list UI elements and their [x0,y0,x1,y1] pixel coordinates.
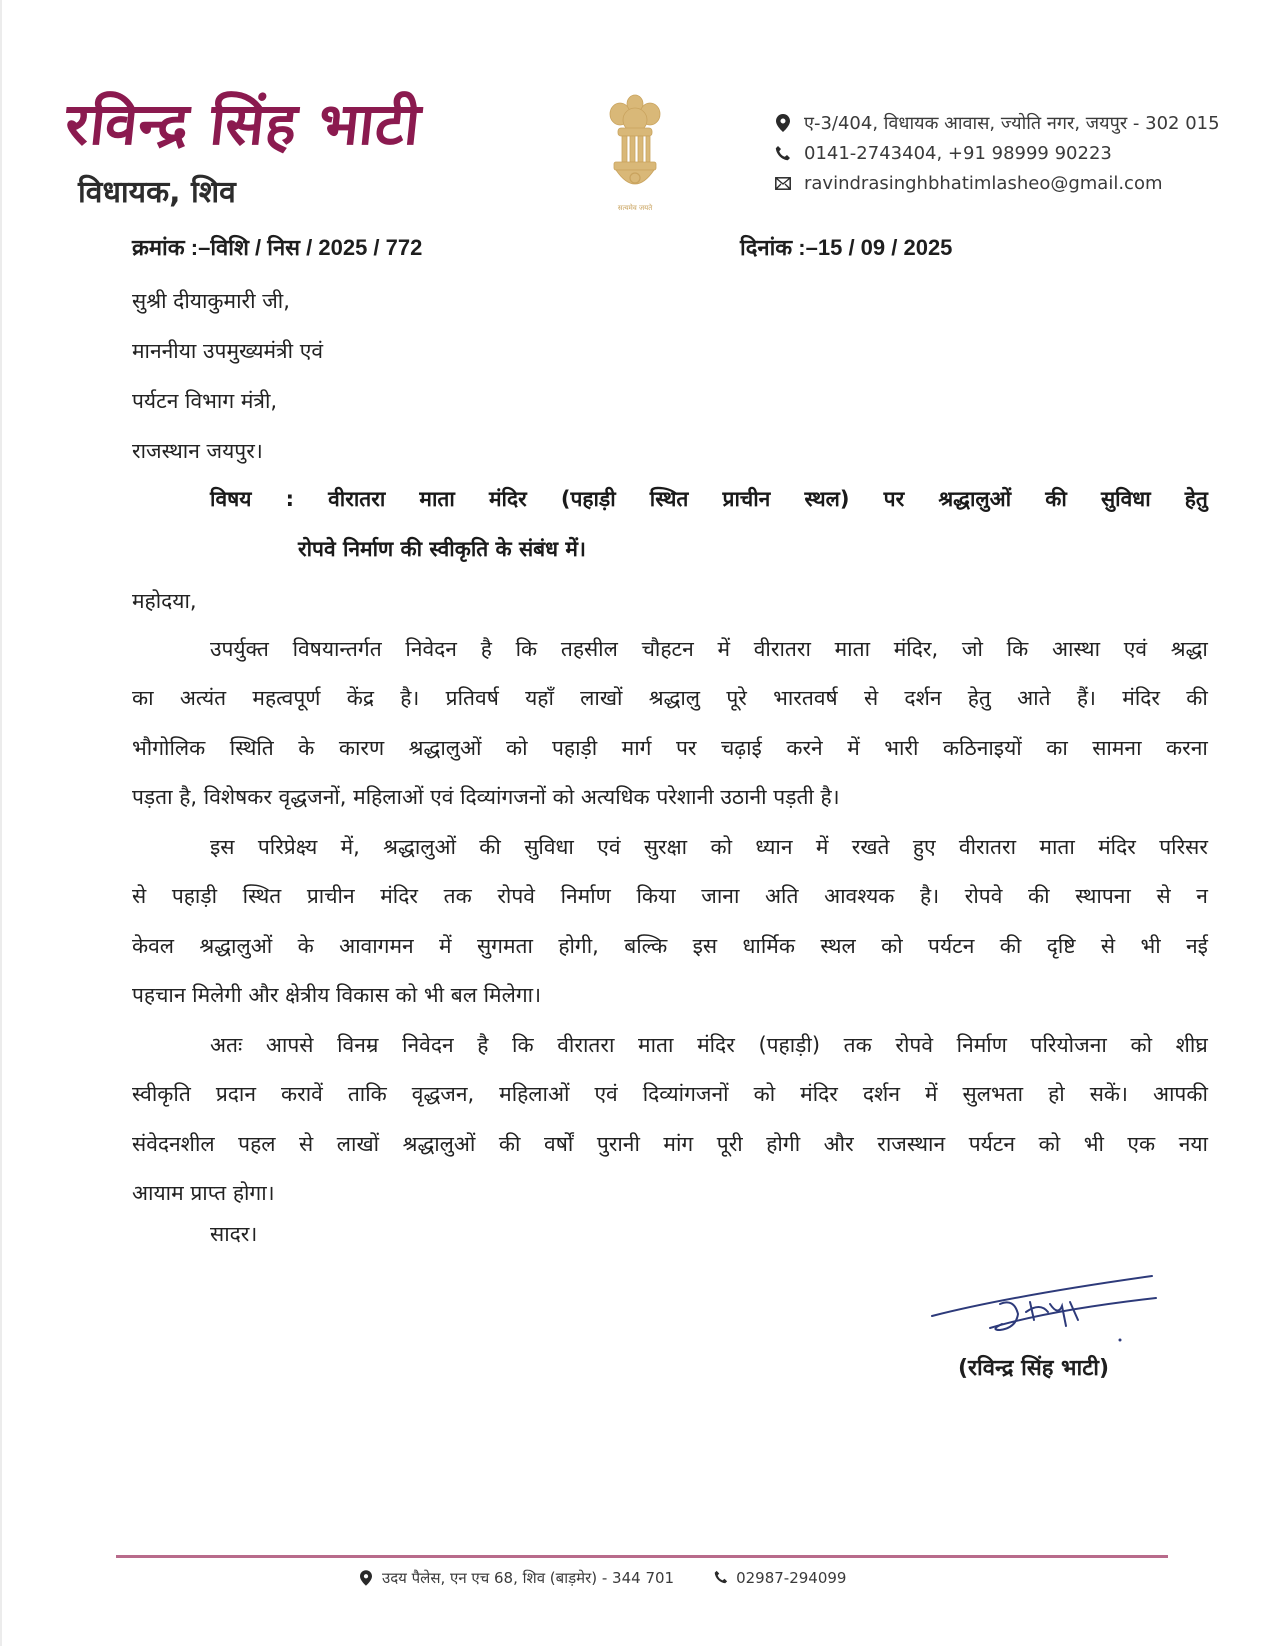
body-word: में [439,933,452,958]
body-word: जाना [701,884,740,909]
footer [360,1568,846,1588]
body-word: की [1186,686,1208,711]
body-word: परिसर [1159,834,1208,859]
body-word: आवागमन [339,933,414,958]
footer-address: उदय पैलेस, एन एच 68, शिव (बाड़मेर) - 344 701 [382,1569,675,1587]
body-word: विषयान्तर्गत [292,636,382,661]
body-word: रोपवे [497,884,535,909]
body-word: वर्षों [544,1131,574,1156]
phone-icon [774,144,792,162]
body-word: आते [1017,686,1051,711]
body-word: मंदिर [1098,834,1136,859]
body-word: माता [834,636,871,661]
subject-word: पर [883,487,905,511]
signatory-name: (रविन्द्र सिंह भाटी) [958,1356,1110,1381]
body-word: कि [515,636,538,661]
body-word: सुगमता [476,933,533,958]
body-line [132,1020,1208,1070]
body-word: वृद्धजन, [411,1082,475,1107]
body-word: अतः [210,1032,243,1057]
body-word: वीरातरा [753,636,811,661]
body-word: हुए [912,834,936,859]
body-word: को [505,735,528,760]
body-word: धार्मिक [742,933,795,958]
body-word: पर [675,735,697,760]
body-word: तहसील [560,636,618,661]
recipient-line: माननीया उपमुख्यमंत्री एवं [132,339,324,363]
body-word: मंदिर, [893,636,939,661]
body-word: चौहटन [641,636,694,661]
body-word: ध्यान [755,834,793,859]
body-word: को [1038,1131,1061,1156]
body-word: मंदिर [380,884,418,909]
body-word: मांग [663,1131,694,1156]
body-word: करावें [281,1082,323,1107]
body-word: की [1028,884,1050,909]
body-word: स्थित [242,884,282,909]
body-word: होगी, [558,933,599,958]
contact-phone-text[interactable]: 0141-2743404, +91 98999 90223 [804,142,1112,164]
body-word: दर्शन [862,1082,900,1107]
envelope-icon [774,174,792,192]
body-word: महत्वपूर्ण [252,686,321,711]
body-word: की [498,1131,521,1156]
phone-icon [714,1570,728,1586]
body-word: सामना [1092,735,1142,760]
body-word: को [881,933,903,958]
subject-word: श्रद्धालुओं [938,487,1012,511]
handwritten-signature [930,1268,1160,1348]
body-word: अति [765,884,799,909]
body-word: होगी [766,1131,801,1156]
reference-number: क्रमांक :–विशि / निस / 2025 / 772 [132,235,423,260]
subject-word: सुविधा [1100,487,1151,511]
body-word: न [1196,884,1208,909]
subject-word: प्राचीन [722,487,771,511]
subject-word: विषय [210,487,252,511]
contact-address-text: ए-3/404, विधायक आवास, ज्योति नगर, जयपुर - 302 015 [804,113,1220,134]
body-word: जो [961,636,983,661]
subject-word: हेतु [1184,487,1208,511]
salutation: महोदया, [132,589,197,613]
contact-block [774,108,1220,198]
body-word: शीघ्र [1175,1032,1208,1057]
body-word: के [298,735,315,760]
emblem-motto: सत्यमेव जयते [617,204,653,212]
body-word: है [480,636,492,661]
body-word: केवल [132,933,175,958]
body-word: भौगोलिक [132,735,206,760]
body-word: के [297,933,314,958]
body-word: परियोजना [1030,1032,1107,1057]
body-word: केंद्र [346,686,375,711]
body-word: स्थिति [229,735,274,760]
body-word: रोपवे [895,1032,934,1057]
body-word: में, [340,834,360,859]
body-word: नया [1178,1131,1208,1156]
body-word: दर्शन [904,686,942,711]
body-word: एक [1127,1131,1156,1156]
body-word: इस [692,933,718,958]
body-word: तक [843,1032,872,1057]
footer-divider [116,1555,1168,1558]
body-word: श्रद्धालु [648,686,701,711]
map-pin-icon [360,1570,374,1586]
body-word: पहल [238,1131,276,1156]
letter-date: दिनांक :–15 / 09 / 2025 [740,235,953,260]
body-word: स्थापना [1075,884,1131,909]
body-word: है। [920,884,940,909]
contact-phone [774,138,1220,168]
body-word: सुरक्षा [643,834,688,859]
body-word: हैं। [1076,686,1096,711]
body-word: राजस्थान [877,1131,946,1156]
body-line [132,921,1208,971]
body-word: (पहाड़ी) [758,1032,821,1057]
body-word: करने [786,735,823,760]
subject-word: की [1045,487,1067,511]
body-word: आवश्यक [824,884,895,909]
body-line: पड़ता है, विशेषकर वृद्धजनों, महिलाओं एवं दिव्यांगजनों को अत्यधिक परेशानी उठानी पड़ती है। [132,785,840,810]
subject-line [210,474,1208,524]
body-line: पहचान मिलेगी और क्षेत्रीय विकास को भी बल मिलेगा। [132,983,542,1008]
body-word: किया [636,884,676,909]
body-word: सुविधा [524,834,574,859]
body-word: एवं [594,1082,618,1107]
body-word: मंदिर [1122,686,1161,711]
body-word: पहाड़ी [551,735,598,760]
body-word: पर्यटन [968,1131,1016,1156]
body-line [132,822,1208,872]
contact-address [774,108,1220,138]
recipient-line: पर्यटन विभाग मंत्री, [132,389,278,413]
body-word: मंदिर [800,1082,838,1107]
closing: सादर। [210,1222,258,1246]
body-word: प्रतिवर्ष [445,686,499,711]
body-word: को [753,1082,776,1107]
body-word: तक [443,884,472,909]
body-word: से [1100,933,1116,958]
body-word: निर्माण [560,884,611,909]
body-word: भी [1083,1131,1104,1156]
footer-phone[interactable]: 02987-294099 [736,1569,847,1587]
body-word: भी [1140,933,1161,958]
body-word: में [924,1082,938,1107]
page-edge [0,0,2,1646]
body-word: मंदिर [697,1032,735,1057]
body-word: पहाड़ी [171,884,218,909]
contact-email [774,168,1220,198]
body-line: आयाम प्राप्त होगा। [132,1181,275,1206]
subject-word: वीरातरा [328,487,386,511]
body-word: दिव्यांगजनों [642,1082,729,1107]
body-word: माता [1039,834,1075,859]
body-word: प्रदान [215,1082,257,1107]
subject-word: स्थल) [804,487,850,511]
body-word: उपर्युक्त [210,636,269,661]
body-word: एवं [597,834,621,859]
subject-line: रोपवे निर्माण की स्वीकृति के संबंध में। [298,537,586,561]
subject-word: स्थित [649,487,689,511]
contact-email-text[interactable]: ravindrasinghbhatimlasheo@gmail.com [804,172,1163,194]
body-word: यहाँ [525,686,554,711]
body-word: श्रद्धालुओं [199,933,273,958]
body-word: चढ़ाई [720,735,762,760]
body-word: भारी [884,735,919,760]
body-word: का [132,686,154,711]
body-word: कि [1006,636,1029,661]
body-word: कि [512,1032,534,1057]
body-word: प्राचीन [306,884,355,909]
body-word: पर्यटन [928,933,975,958]
subject-word: : [285,487,294,511]
body-word: स्वीकृति [132,1082,191,1107]
body-line [132,872,1208,922]
body-word: और [823,1131,854,1156]
letterhead-designation: विधायक, शिव [78,175,236,210]
body-word: इस [210,834,235,859]
body-line [132,723,1208,773]
body-word: दृष्टि [1046,933,1076,958]
body-word: ताकि [347,1082,387,1107]
body-line [132,674,1208,724]
body-word: की [999,933,1022,958]
body-line [132,1119,1208,1169]
body-word: पूरे [726,686,747,711]
body-word: पूरी [716,1131,743,1156]
subject-block [210,474,1208,574]
recipient-line: राजस्थान जयपुर। [132,439,263,463]
body-word: से [132,884,147,909]
body-line [132,624,1208,674]
body-word: मार्ग [621,735,652,760]
body-word: माता [638,1032,674,1057]
body-word: महिलाओं [499,1082,570,1107]
body-word: में [717,636,731,661]
body-word: रोपवे [964,884,1003,909]
body-word: में [847,735,860,760]
body-word: रखते [851,834,890,859]
body-word: एवं [1123,636,1148,661]
body-word: है। [400,686,420,711]
body-word: की [479,834,501,859]
body-line [132,1070,1208,1120]
body-word: विनम्र [337,1032,379,1057]
subject-word: मंदिर [488,487,527,511]
body-word: से [299,1131,314,1156]
body-word: बल्कि [624,933,668,958]
body-word: को [1130,1032,1153,1057]
body-word: हो [1048,1082,1065,1107]
letter-body [132,624,1208,1218]
body-word: है [477,1032,489,1057]
body-word: नई [1186,933,1208,958]
body-word: परिप्रेक्ष्य [257,834,318,859]
body-word: लाखों [336,1131,380,1156]
letterhead-name: रविन्द्र सिंह भाटी [62,90,425,158]
body-word: सुलभता [962,1082,1024,1107]
body-word: आपसे [265,1032,314,1057]
body-word: आस्था [1051,636,1101,661]
body-word: पुरानी [596,1131,640,1156]
body-word: से [1156,884,1171,909]
subject-word: (पहाड़ी [560,487,616,511]
body-word: भारतवर्ष [773,686,838,711]
body-word: को [710,834,733,859]
body-word: निवेदन [405,636,457,661]
body-word: अत्यंत [179,686,227,711]
body-word: वीरातरा [557,1032,615,1057]
body-word: श्रद्धालुओं [383,834,456,859]
national-emblem-icon [600,90,670,210]
body-word: लाखों [580,686,623,711]
body-word: से [863,686,879,711]
body-word: श्रद्धालुओं [408,735,482,760]
body-word: सकें। [1089,1082,1128,1107]
body-word: कठिनाइयों [942,735,1022,760]
map-pin-icon [774,114,792,132]
body-word: हेतु [967,686,991,711]
body-word: में [815,834,829,859]
body-word: वीरातरा [958,834,1017,859]
body-word: श्रद्धालुओं [402,1131,476,1156]
recipient-line: सुश्री दीयाकुमारी जी, [132,289,290,313]
body-word: करना [1166,735,1208,760]
body-word: कारण [338,735,385,760]
body-word: निवेदन [402,1032,454,1057]
body-word: निर्माण [956,1032,1007,1057]
body-word: श्रद्धा [1170,636,1208,661]
body-word: का [1046,735,1068,760]
body-word: स्थल [820,933,856,958]
body-word: संवेदनशील [132,1131,215,1156]
subject-word: माता [419,487,455,511]
body-word: आपकी [1152,1082,1208,1107]
